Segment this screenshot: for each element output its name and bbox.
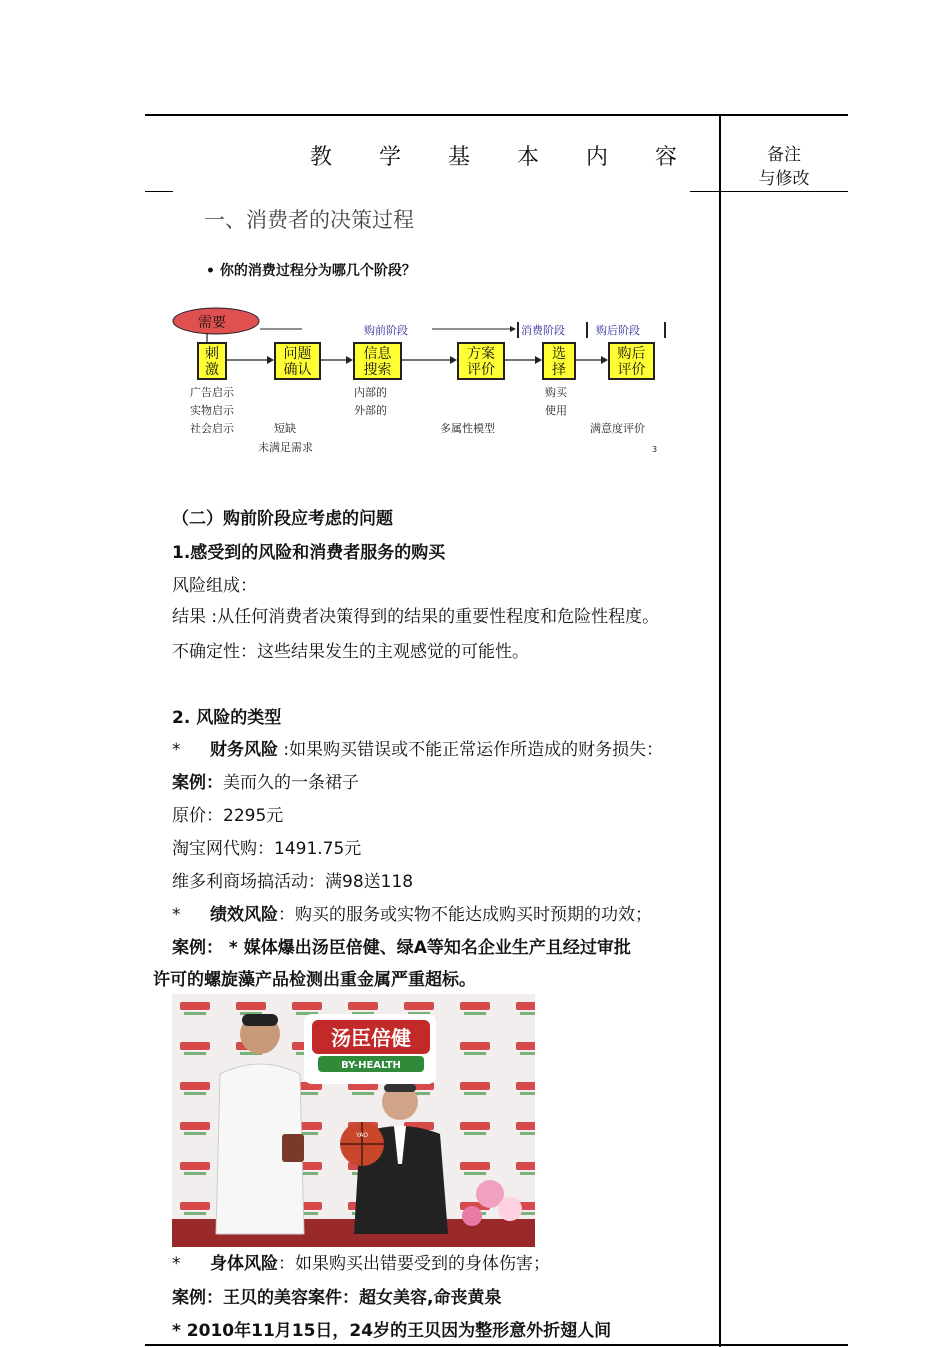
box-choice bbox=[542, 342, 576, 380]
box-problem-line1: 问题 bbox=[283, 346, 312, 362]
box-eval-line2: 评价 bbox=[467, 362, 495, 378]
slide-page-number: 3 bbox=[652, 445, 658, 454]
photo-logo-subtext: BY-HEALTH bbox=[341, 1060, 401, 1071]
bullet-star: * bbox=[172, 740, 181, 760]
stage-post-purchase: 购后阶段 bbox=[596, 324, 640, 337]
bullet-star: * bbox=[172, 1254, 181, 1274]
case-3: 案例：王贝的美容案件：超女美容,命丧黄泉 bbox=[172, 1288, 502, 1308]
caption-shortage: 短缺 bbox=[274, 422, 296, 435]
case-1 bbox=[172, 772, 359, 794]
section-heading: 一、消费者的决策过程 bbox=[204, 208, 414, 232]
result-definition: 结果 :从任何消费者决策得到的结果的重要性程度和危险性程度。 bbox=[172, 607, 660, 627]
caption-physical: 实物启示 bbox=[190, 404, 234, 417]
risk-composition: 风险组成： bbox=[172, 576, 257, 596]
header-rule-right bbox=[690, 191, 848, 192]
box-search-line1: 信息 bbox=[363, 346, 392, 362]
performance-risk-label: 绩效风险 bbox=[210, 905, 278, 925]
original-price: 原价：2295元 bbox=[172, 806, 284, 826]
table-top-border bbox=[145, 114, 848, 116]
press-event-photo bbox=[172, 994, 535, 1247]
header-rule-left bbox=[145, 191, 173, 192]
box-problem-recognition bbox=[274, 342, 321, 380]
financial-risk-text: :如果购买错误或不能正常运作所造成的财务损失： bbox=[278, 740, 664, 760]
box-choice-line1: 选 bbox=[552, 346, 566, 362]
diagram-lines bbox=[170, 300, 670, 470]
physical-risk bbox=[172, 1253, 550, 1275]
caption-satisfaction: 满意度评价 bbox=[590, 422, 645, 435]
remark-line2: 与修改 bbox=[758, 169, 810, 189]
photo-logo-text: 汤臣倍健 bbox=[331, 1026, 411, 1050]
caption-internal: 内部的 bbox=[354, 386, 387, 399]
case-1-label: 案例： bbox=[172, 773, 223, 793]
stage-consumption: 消费阶段 bbox=[521, 324, 565, 337]
box-problem-line2: 确认 bbox=[283, 362, 312, 378]
case-2-line2: 许可的螺旋藻产品检测出重金属严重超标。 bbox=[153, 970, 476, 990]
photo-ball-text: YAO bbox=[356, 1132, 368, 1139]
box-search-line2: 搜索 bbox=[363, 362, 392, 378]
subsection-heading: （二）购前阶段应考虑的问题 bbox=[172, 509, 393, 529]
diagram-question: • 你的消费过程分为哪几个阶段？ bbox=[206, 263, 416, 279]
box-alternative-evaluation bbox=[457, 342, 505, 380]
caption-external: 外部的 bbox=[354, 404, 387, 417]
performance-risk bbox=[172, 904, 652, 926]
mall-promotion: 维多利商场搞活动：满98送118 bbox=[172, 872, 414, 892]
caption-ad: 广告启示 bbox=[190, 386, 234, 399]
box-information-search bbox=[353, 342, 402, 380]
bullet-star: * bbox=[172, 905, 181, 925]
remark-line1: 备注 bbox=[767, 145, 801, 165]
caption-unmet: 未满足需求 bbox=[258, 441, 313, 454]
stage-pre-purchase: 购前阶段 bbox=[364, 324, 408, 337]
caption-buy: 购买 bbox=[545, 386, 567, 399]
uncertainty-definition: 不确定性：这些结果发生的主观感觉的可能性。 bbox=[172, 642, 529, 662]
case-2-line1: 案例： * 媒体爆出汤臣倍健、绿A等知名企业生产且经过审批 bbox=[172, 938, 631, 958]
physical-risk-text: ：如果购买出错要受到的身体伤害； bbox=[278, 1254, 550, 1274]
box-choice-line2: 择 bbox=[552, 362, 566, 378]
box-eval-line1: 方案 bbox=[467, 346, 495, 362]
financial-risk bbox=[172, 739, 663, 761]
caption-social: 社会启示 bbox=[190, 422, 234, 435]
caption-use: 使用 bbox=[545, 404, 567, 417]
caption-multi-attribute: 多属性模型 bbox=[440, 422, 495, 435]
financial-risk-label: 财务风险 bbox=[210, 740, 278, 760]
photo-illustration bbox=[172, 994, 535, 1247]
case-1-text: 美而久的一条裙子 bbox=[223, 773, 359, 793]
column-divider bbox=[719, 115, 721, 1347]
box-stimulus-line1: 刺 bbox=[205, 346, 219, 362]
need-label: 需要 bbox=[198, 315, 226, 331]
performance-risk-text: ：购买的服务或实物不能达成购买时预期的功效； bbox=[278, 905, 652, 925]
remark-header bbox=[744, 143, 824, 191]
taobao-price: 淘宝网代购：1491.75元 bbox=[172, 839, 362, 859]
case-3-detail: * 2010年11月15日，24岁的王贝因为整形意外折翅人间 bbox=[172, 1321, 612, 1341]
table-bottom-border bbox=[145, 1344, 848, 1346]
page-title: 教 学 基 本 内 容 bbox=[310, 145, 697, 170]
box-post-line1: 购后 bbox=[617, 346, 646, 362]
physical-risk-label: 身体风险 bbox=[210, 1254, 278, 1274]
box-post-purchase-evaluation bbox=[608, 342, 655, 380]
subsection-1-heading: 1.感受到的风险和消费者服务的购买 bbox=[172, 543, 446, 563]
box-stimulus-line2: 激 bbox=[205, 362, 219, 378]
box-post-line2: 评价 bbox=[617, 362, 646, 378]
risk-types-heading: 2. 风险的类型 bbox=[172, 708, 282, 728]
box-stimulus bbox=[197, 342, 227, 380]
